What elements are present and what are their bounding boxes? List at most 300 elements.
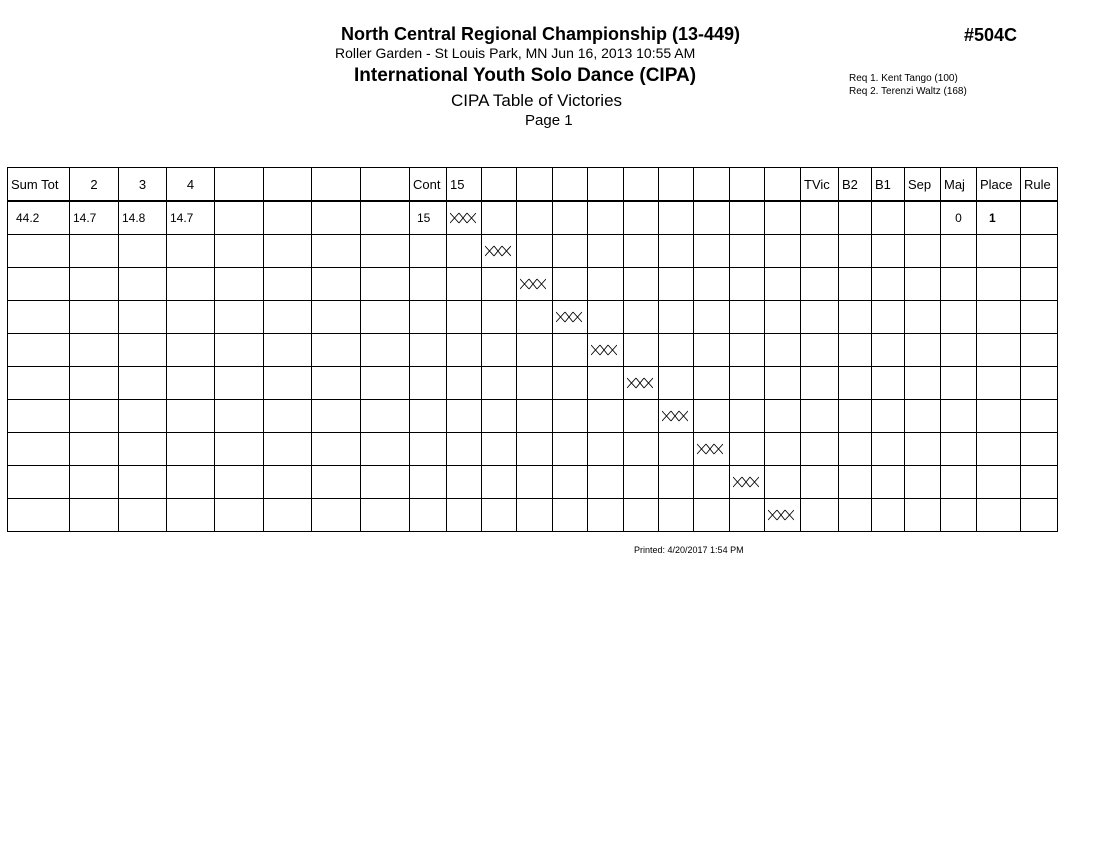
cell-empty <box>312 235 361 268</box>
cell-empty <box>905 201 941 235</box>
cell-empty <box>730 367 765 400</box>
cell-empty <box>482 499 517 532</box>
cell-empty <box>8 334 70 367</box>
cell-empty <box>905 235 941 268</box>
cell-empty <box>553 235 588 268</box>
table-row <box>8 268 1058 301</box>
cell-empty <box>872 334 905 367</box>
cell-maj: 0 <box>941 201 977 235</box>
cell-empty <box>659 466 694 499</box>
header-contestant-15: 15 <box>447 168 482 202</box>
header-judge-2: 2 <box>70 168 119 202</box>
crossed-out-cell-icon <box>733 476 759 488</box>
cell-empty <box>941 367 977 400</box>
cell-empty <box>730 499 765 532</box>
cell-empty <box>872 235 905 268</box>
cell-empty <box>765 235 801 268</box>
table-row <box>8 466 1058 499</box>
cell-empty <box>70 301 119 334</box>
cell-empty <box>977 301 1021 334</box>
cell-empty <box>872 367 905 400</box>
cell-empty <box>361 201 410 235</box>
cell-empty <box>1021 433 1058 466</box>
cell-empty <box>553 400 588 433</box>
cell-empty <box>941 334 977 367</box>
cell-empty <box>588 367 624 400</box>
header-b1: B1 <box>872 168 905 202</box>
cell-empty <box>447 499 482 532</box>
header-empty <box>517 168 553 202</box>
cell-empty <box>312 268 361 301</box>
cell-empty <box>167 235 215 268</box>
cell-empty <box>264 301 312 334</box>
cell-empty <box>119 235 167 268</box>
cell-empty <box>517 301 553 334</box>
cell-empty <box>70 466 119 499</box>
cell-empty <box>659 334 694 367</box>
cell-empty <box>588 201 624 235</box>
cell-empty <box>167 301 215 334</box>
cell-judge-3: 14.8 <box>119 201 167 235</box>
cell-empty <box>361 433 410 466</box>
venue-date-line: Roller Garden - St Louis Park, MN Jun 16, 2013 10:55 AM <box>335 45 696 61</box>
cell-empty <box>553 433 588 466</box>
cell-empty <box>312 334 361 367</box>
cell-empty <box>361 400 410 433</box>
cell-empty <box>765 466 801 499</box>
cell-empty <box>482 433 517 466</box>
header-empty <box>312 168 361 202</box>
cell-empty <box>119 268 167 301</box>
cell-empty <box>410 268 447 301</box>
cell-empty <box>588 235 624 268</box>
cell-xxx <box>588 334 624 367</box>
cell-empty <box>905 400 941 433</box>
cell-empty <box>312 201 361 235</box>
cell-empty <box>730 268 765 301</box>
header-sum-tot: Sum Tot <box>8 168 70 202</box>
cell-empty <box>588 268 624 301</box>
cell-empty <box>1021 301 1058 334</box>
cell-empty <box>215 466 264 499</box>
cell-empty <box>839 334 872 367</box>
cell-empty <box>264 400 312 433</box>
cell-empty <box>517 235 553 268</box>
cell-empty <box>872 201 905 235</box>
cell-empty <box>1021 367 1058 400</box>
cell-empty <box>624 235 659 268</box>
header-empty <box>264 168 312 202</box>
cell-empty <box>517 334 553 367</box>
crossed-out-cell-icon <box>556 311 582 323</box>
cell-empty <box>8 268 70 301</box>
cell-empty <box>119 334 167 367</box>
crossed-out-cell-icon <box>697 443 723 455</box>
cell-empty <box>482 201 517 235</box>
header-empty <box>624 168 659 202</box>
cell-empty <box>70 400 119 433</box>
cell-empty <box>447 466 482 499</box>
cell-empty <box>8 235 70 268</box>
cell-empty <box>977 499 1021 532</box>
table-row <box>8 499 1058 532</box>
cell-empty <box>624 268 659 301</box>
cell-empty <box>8 466 70 499</box>
cell-empty <box>361 466 410 499</box>
victories-table <box>7 167 1058 532</box>
cell-empty <box>1021 235 1058 268</box>
printed-timestamp: Printed: 4/20/2017 1:54 PM <box>634 545 744 555</box>
cell-empty <box>119 301 167 334</box>
cell-empty <box>941 301 977 334</box>
cell-empty <box>553 499 588 532</box>
cell-empty <box>312 466 361 499</box>
cell-empty <box>839 201 872 235</box>
cell-empty <box>839 466 872 499</box>
cell-empty <box>361 301 410 334</box>
header-empty <box>588 168 624 202</box>
crossed-out-cell-icon <box>520 278 546 290</box>
cell-empty <box>624 400 659 433</box>
header-empty <box>765 168 801 202</box>
cell-sum-tot: 44.2 <box>8 201 70 235</box>
cell-empty <box>8 499 70 532</box>
cell-empty <box>624 201 659 235</box>
cell-empty <box>1021 466 1058 499</box>
cell-empty <box>659 301 694 334</box>
header-empty <box>730 168 765 202</box>
cell-empty <box>447 367 482 400</box>
cell-empty <box>905 466 941 499</box>
cell-empty <box>553 466 588 499</box>
event-name: International Youth Solo Dance (CIPA) <box>354 65 697 86</box>
cell-xxx <box>482 235 517 268</box>
cell-empty <box>765 301 801 334</box>
cell-xxx <box>624 367 659 400</box>
crossed-out-cell-icon <box>485 245 511 257</box>
cell-empty <box>361 499 410 532</box>
cell-empty <box>553 201 588 235</box>
cell-empty <box>312 367 361 400</box>
cell-empty <box>977 367 1021 400</box>
cell-empty <box>977 400 1021 433</box>
cell-empty <box>264 499 312 532</box>
cell-empty <box>517 201 553 235</box>
cell-empty <box>167 334 215 367</box>
cell-empty <box>941 433 977 466</box>
cell-empty <box>694 466 730 499</box>
cell-empty <box>70 367 119 400</box>
cell-empty <box>410 400 447 433</box>
cell-empty <box>1021 201 1058 235</box>
cell-empty <box>588 499 624 532</box>
cell-empty <box>264 466 312 499</box>
header-rule: Rule <box>1021 168 1058 202</box>
cell-empty <box>119 367 167 400</box>
cell-empty <box>410 235 447 268</box>
cell-empty <box>553 268 588 301</box>
cell-empty <box>801 367 839 400</box>
cell-empty <box>624 499 659 532</box>
cell-empty <box>839 499 872 532</box>
cell-empty <box>447 301 482 334</box>
cell-empty <box>872 433 905 466</box>
cell-empty <box>361 268 410 301</box>
cell-empty <box>659 433 694 466</box>
cell-empty <box>624 301 659 334</box>
cell-empty <box>730 201 765 235</box>
cell-empty <box>765 268 801 301</box>
cell-empty <box>839 433 872 466</box>
cell-empty <box>119 433 167 466</box>
cell-empty <box>941 499 977 532</box>
cell-empty <box>167 400 215 433</box>
cell-empty <box>801 499 839 532</box>
cell-empty <box>765 367 801 400</box>
cell-empty <box>801 235 839 268</box>
cell-empty <box>215 235 264 268</box>
cell-empty <box>447 433 482 466</box>
cell-empty <box>659 201 694 235</box>
header-empty <box>553 168 588 202</box>
cell-empty <box>312 400 361 433</box>
cell-empty <box>801 334 839 367</box>
cell-empty <box>482 268 517 301</box>
page-number: Page 1 <box>525 112 573 129</box>
table-title: CIPA Table of Victories <box>451 91 623 110</box>
cell-judge-4: 14.7 <box>167 201 215 235</box>
cell-empty <box>1021 334 1058 367</box>
cell-empty <box>872 499 905 532</box>
cell-empty <box>588 466 624 499</box>
cell-empty <box>447 400 482 433</box>
cell-empty <box>905 433 941 466</box>
header-judge-4: 4 <box>167 168 215 202</box>
cell-empty <box>119 499 167 532</box>
cell-empty <box>694 334 730 367</box>
cell-empty <box>215 301 264 334</box>
cell-empty <box>215 367 264 400</box>
cell-empty <box>264 201 312 235</box>
event-number: #504C <box>964 25 1018 45</box>
cell-empty <box>1021 499 1058 532</box>
cell-empty <box>70 235 119 268</box>
cell-empty <box>312 301 361 334</box>
cell-empty <box>977 235 1021 268</box>
cell-empty <box>264 433 312 466</box>
table-row <box>8 201 1058 235</box>
header-judge-3: 3 <box>119 168 167 202</box>
cell-empty <box>167 433 215 466</box>
cell-empty <box>361 235 410 268</box>
cell-empty <box>215 268 264 301</box>
cell-empty <box>8 400 70 433</box>
table-header-row <box>8 168 1058 202</box>
cell-empty <box>694 301 730 334</box>
cell-empty <box>482 301 517 334</box>
cell-xxx <box>553 301 588 334</box>
page-title: North Central Regional Championship (13-449) <box>341 24 741 44</box>
cell-xxx <box>694 433 730 466</box>
cell-empty <box>167 466 215 499</box>
cell-empty <box>264 334 312 367</box>
cell-empty <box>839 301 872 334</box>
cell-empty <box>872 466 905 499</box>
cell-empty <box>801 400 839 433</box>
cell-empty <box>694 201 730 235</box>
cell-empty <box>872 268 905 301</box>
cell-xxx <box>659 400 694 433</box>
cell-empty <box>624 334 659 367</box>
cell-empty <box>410 499 447 532</box>
cell-empty <box>801 301 839 334</box>
cell-empty <box>659 268 694 301</box>
cell-empty <box>839 367 872 400</box>
cell-empty <box>941 235 977 268</box>
cell-empty <box>659 367 694 400</box>
cell-empty <box>482 400 517 433</box>
cell-empty <box>8 367 70 400</box>
cell-empty <box>119 400 167 433</box>
cell-empty <box>730 433 765 466</box>
cell-judge-2: 14.7 <box>70 201 119 235</box>
cell-empty <box>872 400 905 433</box>
cell-empty <box>765 334 801 367</box>
cell-empty <box>941 400 977 433</box>
cell-empty <box>119 466 167 499</box>
cell-empty <box>839 268 872 301</box>
cell-empty <box>801 268 839 301</box>
cell-empty <box>553 334 588 367</box>
cell-empty <box>482 334 517 367</box>
table-row <box>8 400 1058 433</box>
cell-xxx <box>730 466 765 499</box>
cell-empty <box>977 334 1021 367</box>
cell-empty <box>70 268 119 301</box>
cell-empty <box>801 201 839 235</box>
table-row <box>8 334 1058 367</box>
cell-empty <box>694 367 730 400</box>
cell-empty <box>264 367 312 400</box>
cell-empty <box>215 334 264 367</box>
requirement-2: Req 2. Terenzi Waltz (168) <box>849 86 967 97</box>
cell-empty <box>70 334 119 367</box>
cell-empty <box>624 433 659 466</box>
cell-empty <box>410 301 447 334</box>
cell-empty <box>447 235 482 268</box>
cell-empty <box>730 301 765 334</box>
cell-empty <box>765 400 801 433</box>
cell-xxx <box>517 268 553 301</box>
cell-empty <box>264 235 312 268</box>
table-row <box>8 367 1058 400</box>
cell-empty <box>70 499 119 532</box>
cell-empty <box>167 268 215 301</box>
cell-empty <box>659 499 694 532</box>
crossed-out-cell-icon <box>768 509 794 521</box>
cell-empty <box>765 201 801 235</box>
cell-empty <box>410 433 447 466</box>
cell-empty <box>588 400 624 433</box>
cell-empty <box>482 367 517 400</box>
cell-empty <box>447 334 482 367</box>
cell-empty <box>264 268 312 301</box>
header-maj: Maj <box>941 168 977 202</box>
table-row <box>8 301 1058 334</box>
crossed-out-cell-icon <box>627 377 653 389</box>
cell-empty <box>517 466 553 499</box>
cell-empty <box>361 334 410 367</box>
header-cont: Cont <box>410 168 447 202</box>
header-empty <box>659 168 694 202</box>
cell-empty <box>482 466 517 499</box>
header-empty <box>482 168 517 202</box>
cell-empty <box>905 499 941 532</box>
requirement-1: Req 1. Kent Tango (100) <box>849 73 958 84</box>
cell-empty <box>517 433 553 466</box>
cell-empty <box>410 466 447 499</box>
cell-empty <box>167 367 215 400</box>
cell-empty <box>977 433 1021 466</box>
cell-empty <box>1021 400 1058 433</box>
cell-empty <box>167 499 215 532</box>
cell-empty <box>8 433 70 466</box>
cell-empty <box>312 433 361 466</box>
cell-empty <box>905 268 941 301</box>
cell-empty <box>941 466 977 499</box>
cell-xxx <box>447 201 482 235</box>
cell-cont: 15 <box>410 201 447 235</box>
header-empty <box>361 168 410 202</box>
cell-empty <box>694 400 730 433</box>
cell-empty <box>694 235 730 268</box>
cell-empty <box>694 499 730 532</box>
table-row <box>8 235 1058 268</box>
header-sep: Sep <box>905 168 941 202</box>
cell-empty <box>659 235 694 268</box>
cell-empty <box>801 433 839 466</box>
cell-empty <box>517 400 553 433</box>
cell-empty <box>410 334 447 367</box>
cell-empty <box>588 301 624 334</box>
cell-empty <box>215 400 264 433</box>
cell-empty <box>905 367 941 400</box>
cell-empty <box>410 367 447 400</box>
cell-empty <box>905 334 941 367</box>
cell-empty <box>977 466 1021 499</box>
cell-empty <box>361 367 410 400</box>
cell-empty <box>8 301 70 334</box>
header-empty <box>694 168 730 202</box>
cell-empty <box>801 466 839 499</box>
cell-empty <box>730 334 765 367</box>
cell-xxx <box>765 499 801 532</box>
cell-empty <box>312 499 361 532</box>
cell-empty <box>941 268 977 301</box>
cell-empty <box>517 499 553 532</box>
cell-empty <box>977 268 1021 301</box>
cell-empty <box>765 433 801 466</box>
cell-empty <box>517 367 553 400</box>
cell-empty <box>624 466 659 499</box>
cell-empty <box>872 301 905 334</box>
cell-empty <box>694 268 730 301</box>
header-tvic: TVic <box>801 168 839 202</box>
header-empty <box>215 168 264 202</box>
header-place: Place <box>977 168 1021 202</box>
cell-empty <box>447 268 482 301</box>
cell-empty <box>1021 268 1058 301</box>
